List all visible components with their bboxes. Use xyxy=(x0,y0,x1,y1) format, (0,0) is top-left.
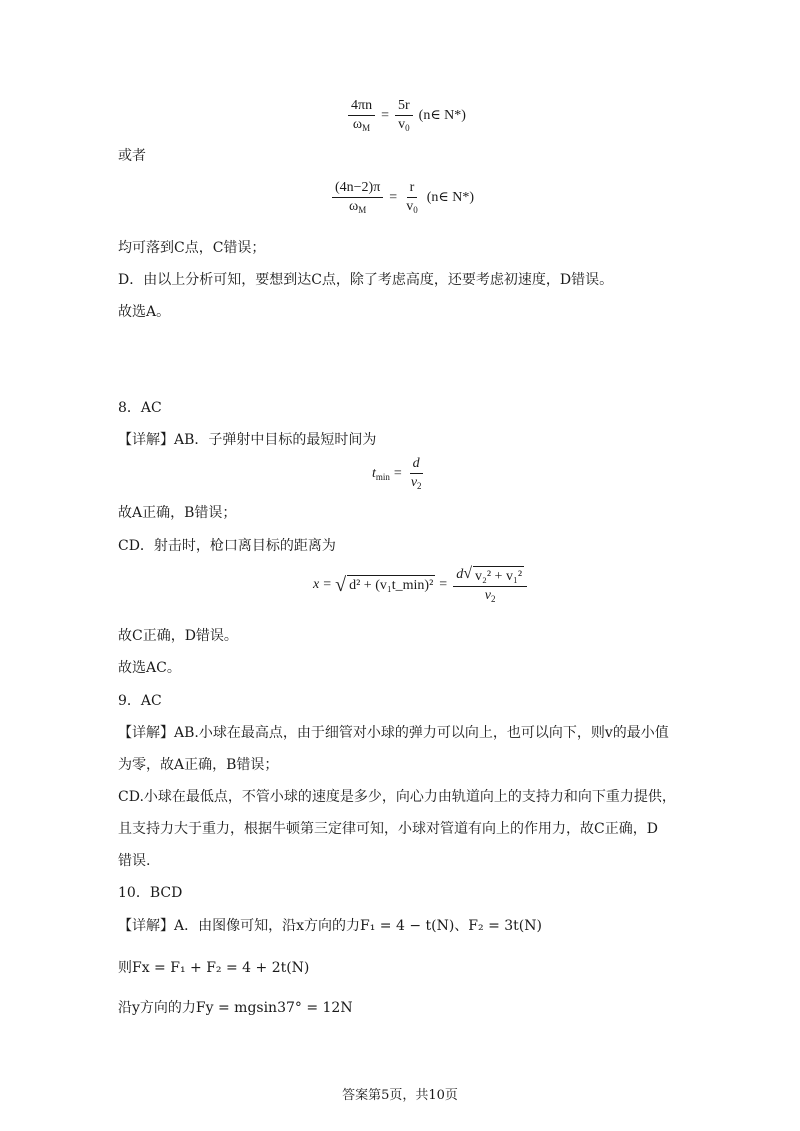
fraction-numerator: 5r xyxy=(395,98,413,116)
q10-a2: 则Fx = F₁ + F₂ = 4 + 2t(N) xyxy=(118,960,310,976)
q8-ab-result: 故A正确，B错误； xyxy=(118,505,237,521)
equation-x-distance xyxy=(313,566,529,604)
equals-sign: = xyxy=(393,465,402,481)
q9-p1b: 为零，故A正确，B错误； xyxy=(118,757,279,773)
equals-sign: = xyxy=(389,189,398,205)
q10-a3: 沿y方向的力Fy = mgsin37° = 12N xyxy=(118,1000,353,1016)
fraction xyxy=(408,456,425,491)
text-choose-a: 故选A。 xyxy=(118,304,171,320)
text-line-d: D．由以上分析可知，要想到达C点，除了考虑高度，还要考虑初速度，D错误。 xyxy=(118,272,614,288)
fraction-denominator: $v_0$ xyxy=(398,117,410,134)
fraction-denominator: $\omega_M$ xyxy=(349,199,367,216)
equals-sign: = xyxy=(439,577,448,593)
fraction-numerator: r xyxy=(407,180,418,198)
fraction-denominator: $v_2$ xyxy=(484,588,496,605)
q9-p1a: 【详解】AB.小球在最高点，由于细管对小球的弹力可以向上，也可以向下，则v的最小值 xyxy=(118,725,669,741)
condition: (n∈ N*) xyxy=(418,108,466,124)
equation-tmin xyxy=(372,456,427,491)
fraction-denominator: $v_0$ xyxy=(406,199,418,216)
q9-header: 9．AC xyxy=(118,693,162,709)
q8-header: 8．AC xyxy=(118,400,162,416)
equation-omega-4n-2 xyxy=(330,180,474,215)
q8-cd-result: 故C正确，D错误。 xyxy=(118,628,238,644)
q10-header: 10．BCD xyxy=(118,885,183,901)
condition: (n∈ N*) xyxy=(426,190,475,206)
q8-cd-text: CD．射击时，枪口离目标的距离为 xyxy=(118,538,336,554)
q8-choose: 故选AC。 xyxy=(118,660,181,676)
text-or: 或者 xyxy=(118,148,146,164)
fraction-numerator: d √ v₂² + v₁² xyxy=(453,566,527,587)
fraction xyxy=(403,180,421,215)
square-root: √ d² + (v₁t_min)² xyxy=(335,574,434,597)
fraction xyxy=(332,180,383,215)
text-line-c: 均可落到C点，C错误； xyxy=(118,240,266,256)
fraction xyxy=(453,566,527,604)
q8-ab-text: 【详解】AB．子弹射中目标的最短时间为 xyxy=(118,432,377,448)
x-symbol: x xyxy=(313,577,320,593)
fraction xyxy=(395,98,413,133)
fraction-numerator: 4πn xyxy=(348,98,375,116)
page-footer: 答案第5页，共10页 xyxy=(342,1088,458,1103)
square-root-body: d² + (v₁t_min)² xyxy=(347,575,435,595)
q9-p2c: 错误. xyxy=(118,853,151,869)
fraction-denominator: $\omega_M$ xyxy=(352,117,371,134)
fraction-numerator: (4n−2)π xyxy=(332,180,383,198)
equals-sign: = xyxy=(381,107,389,123)
q10-a1: 【详解】A．由图像可知，沿x方向的力F₁ = 4 − t(N)、F₂ = 3t(N) xyxy=(118,918,542,934)
fraction-numerator: d xyxy=(410,456,423,474)
fraction xyxy=(348,98,375,133)
equals-sign: = xyxy=(323,577,332,593)
fraction-denominator: $v_2$ xyxy=(410,475,422,492)
equation-omega-4pin xyxy=(346,98,466,133)
q9-p2a: CD.小球在最低点，不管小球的速度是多少，向心力由轨道向上的支持力和向下重力提供， xyxy=(118,789,676,805)
q9-p2b: 且支持力大于重力，根据牛顿第三定律可知，小球对管道有向上的作用力，故C正确，D xyxy=(118,821,658,837)
t-min-symbol: $t_{min}$ xyxy=(372,465,390,482)
